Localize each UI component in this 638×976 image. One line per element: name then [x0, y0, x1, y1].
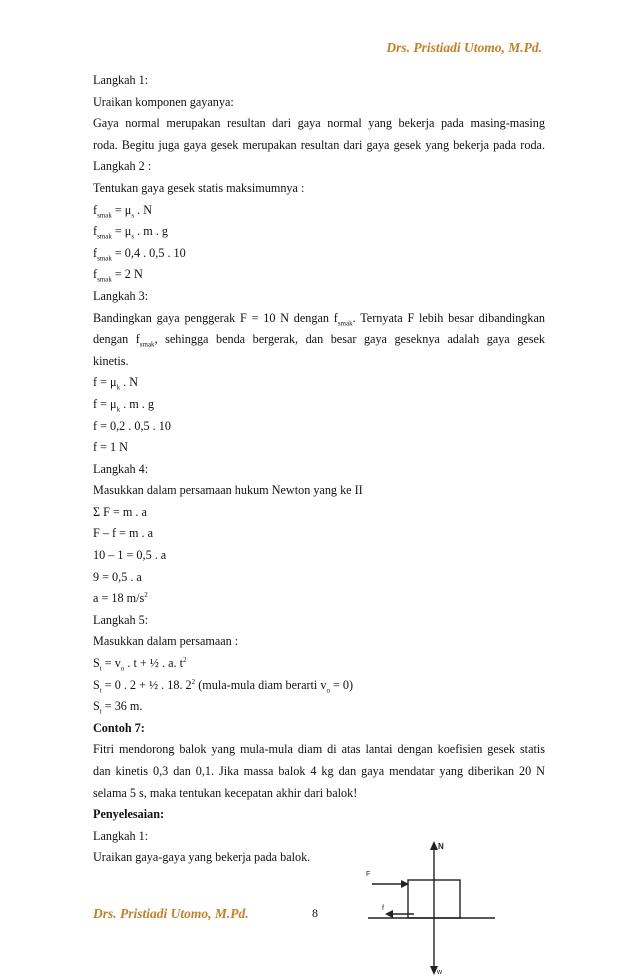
equation-line: F – f = m . a [93, 526, 154, 541]
text-line: Uraikan gaya-gaya yang bekerja pada balok. [93, 850, 311, 865]
equation-line: $f_{smak} = \mu_s$ . N [93, 202, 153, 219]
equation-line: $S_t = 0$ . 2 + ½ . 18. $2^2$ (mula-mula diam berarti $v_o = 0$) [93, 677, 354, 695]
friction-arrow-head [385, 910, 393, 918]
step-heading: Langkah 5: [93, 612, 149, 627]
equation-line: $S_t = 36$ m. [93, 699, 143, 716]
paragraph-line: kinetis. [93, 353, 129, 368]
equation-line: 9 = 0,5 . a [93, 569, 142, 584]
label-F: F [366, 871, 371, 878]
paragraph-line: Bandingkan gaya penggerak F = 10 N dengan $f_{smak}$. Ternyata F lebih besar dibandingkan [93, 310, 545, 327]
text-line: Masukkan dalam persamaan hukum Newton yang ke II [93, 483, 363, 498]
equation-line: $S_t = v_o$ . t + ½ . a. $t^2$ [93, 655, 187, 673]
solution-heading: Penyelesaian: [93, 807, 165, 822]
equation-line: $f_{smak} = \mu_s$ . m . g [93, 224, 168, 241]
equation-line: a = 18 $m/s^2$ [93, 591, 148, 606]
paragraph-line: Fitri mendorong balok yang mula-mula diam di atas lantai dengan koefisien gesek statis [93, 742, 545, 757]
step-heading: Langkah 2 : [93, 159, 152, 174]
label-w: w [437, 969, 443, 976]
text-line: Masukkan dalam persamaan : [93, 634, 239, 649]
free-body-diagram [360, 838, 495, 976]
equation-line: Σ F = m . a [93, 504, 147, 519]
equation-line: $f_{smak} = 2$ N [93, 267, 143, 284]
step-heading: Langkah 1: [93, 828, 149, 843]
equation-line: f = 0,2 . 0,5 . 10 [93, 418, 171, 433]
label-N: N [438, 842, 444, 851]
example-heading: Contoh 7: [93, 720, 145, 735]
equation-line: $f = \mu_k$ . m . g [93, 396, 154, 414]
footer-author: Drs. Pristiadi Utomo, M.Pd. [93, 906, 249, 921]
label-f: f [382, 905, 384, 912]
text-line: Tentukan gaya gesek statis maksimumnya : [93, 180, 305, 195]
equation-line: $f_{smak} = 0,4$ . 0,5 . 10 [93, 245, 186, 263]
paragraph-line: selama 5 s, maka tentukan kecepatan akhir dari balok! [93, 785, 358, 800]
text-line: Uraikan komponen gayanya: [93, 94, 234, 109]
page-header-author: Drs. Pristiadi Utomo, M.Pd. [386, 40, 542, 55]
page-body [93, 70, 545, 869]
equation-line: f = 1 N [93, 440, 128, 455]
step-heading: Langkah 1: [93, 73, 149, 87]
equation-line: $f = \mu_k$ . N [93, 375, 139, 392]
paragraph-line: dengan $f_{smak}$, sehingga benda bergerak, dan besar gaya geseknya adalah gaya gesek [93, 332, 545, 349]
paragraph-line: roda. Begitu juga gaya gesek merupakan resultan dari gaya gesek yang bekerja pada roda. [93, 137, 545, 152]
step-heading: Langkah 3: [93, 288, 149, 303]
paragraph-line: Gaya normal merupakan resultan dari gaya normal yang bekerja pada masing-masing [93, 116, 545, 131]
equation-line: 10 – 1 = 0,5 . a [93, 548, 167, 563]
step-heading: Langkah 4: [93, 461, 149, 476]
paragraph-line: dan kinetis 0,3 dan 0,1. Jika massa balok 4 kg dan gaya mendatar yang diberikan 20 N [93, 764, 545, 778]
page-number: 8 [312, 906, 318, 920]
normal-arrow-head [430, 841, 438, 850]
